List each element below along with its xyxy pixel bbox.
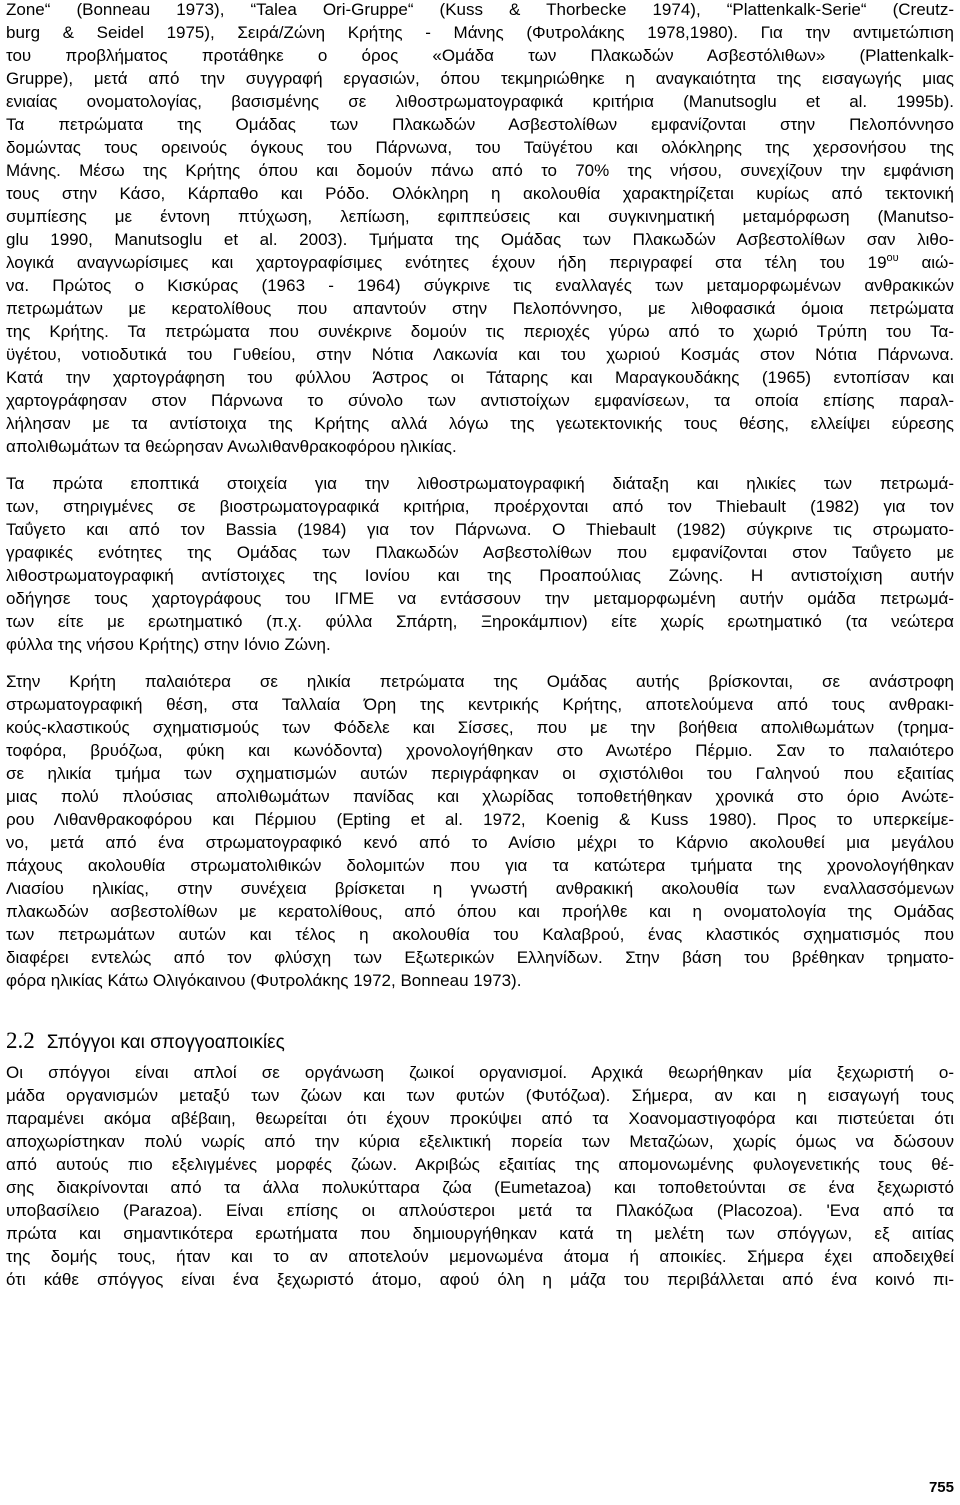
text-line: ρου Λιθανθρακοφόρου και Πέρμιου (Epting et al. 1972, Koenig & Kuss 1980). Προς το υπερκείμε- <box>6 810 954 829</box>
text-line: Zone“ (Bonneau 1973), “Talea Ori-Gruppe“ (Kuss & Thorbecke 1974), “Plattenkalk-Serie“ (Creutz- <box>6 0 954 19</box>
text-line: Στην Κρήτη παλαιότερα σε ηλικία πετρώματα της Ομάδας αυτής βρίσκονται, σε ανάστροφη <box>6 672 954 691</box>
text-line: μιας πολύ πλούσιας απολιθωμάτων πανίδας και χλωρίδας τοποθετήθηκαν χρονικά στο όριο Ανώτε- <box>6 787 954 806</box>
text-line: της Κρήτης. Τα πετρώματα που συνέκρινε δομούν τις περιοχές γύρω από το χωριό Τρύπη του Τα- <box>6 322 954 341</box>
text-line: ενιαίας ονοματολογίας, βασισμένης σε λιθοστρωματογραφικά κριτήρια (Manutsoglu et al. 1995b). <box>6 92 954 111</box>
text-line: να. Πρώτος ο Κισκύρας (1963 - 1964) σύγκρινε τις εναλλαγές των μεταμορφωμένων ανθρακικών <box>6 276 954 295</box>
text-line: πετρωμάτων με κερατολίθους που απαντούν στην Πελοπόννησο, με λιθοφασικά όμοια πετρώματα <box>6 299 954 318</box>
text-line: burg & Seidel 1975), Σειρά/Ζώνη Κρήτης - Μάνης (Φυτρολάκης 1978,1980). Για την αντιμετώπιση <box>6 23 954 42</box>
text-line: φόρα ηλικίας Κάτω Ολιγόκαινου (Φυτρολάκης 1972, Bonneau 1973). <box>6 971 522 990</box>
text-line: σης διακρίνονται από τα άλλα πολυκύτταρα ζώα (Eumetazoa) και τοποθετούνται σε ένα ξεχωριστό <box>6 1178 954 1197</box>
text-line: μάδα οργανισμών μεταξύ των ζώων και των φυτών (Φυτόζωα). Σήμερα, αν και η εισαγωγή τους <box>6 1086 954 1105</box>
text-run: αιώ- <box>898 253 954 272</box>
text-line: των, στηριγμένες σε βιοστρωματογραφικά κριτήρια, προέρχονται από τον Thiebault (1982) για τον <box>6 497 954 516</box>
text-line: του προβλήματος προτάθηκε ο όρος «Ομάδα των Πλακωδών Ασβεστόλιθων» (Plattenkalk- <box>6 46 954 65</box>
text-line: γραφικές ενότητες της Ομάδας των Πλακωδών Ασβεστολίθων που εμφανίζονται στον Ταΰγετο με <box>6 543 954 562</box>
text-line: νο, μετά από ένα στρωματογραφικό κενό από το Ανίσιο μέχρι το Κάρνιο ακολουθεί μια μεγάλου <box>6 833 954 852</box>
text-line: πλακωδών ασβεστολίθων με κερατολίθους, από όπου και προήλθε και η ονοματολογία της Ομάδας <box>6 902 954 921</box>
text-line: σε ηλικία τμήμα των σχηματισμών αυτών περιγράφηκαν οι σχιστόλιθοι του Γαληνού που εξαιτίας <box>6 764 954 783</box>
text-line: κούς-κλαστικούς σχηματισμούς των Φόδελε και Σίσσες, που με την βοήθεια απολιθωμάτων (τρημα- <box>6 718 954 737</box>
text-line: των είτε με ερωτηματικό (π.χ. φύλλα Σπάρτη, Ξηροκάμπιον) είτε χωρίς ερωτηματικό (τα νεώτερα <box>6 612 954 631</box>
text-line: απολιθωμάτων τα θεώρησαν Ανωλιθανθρακοφόρου ηλικίας. <box>6 437 457 456</box>
text-line: παραμένει ακόμα αβέβαιη, θεωρείται ότι έχουν προκύψει από τα Χοανομαστιγοφόρα και πιστεύεται ότι <box>6 1109 954 1128</box>
text-run: λογικά αναγνωρίσιμες και χαρτογραφίσιμες ενότητες έχουν ήδη περιγραφεί στα τέλη του 19 <box>6 253 887 272</box>
text-line: από αυτούς πιο εξελιγμένες μορφές ζώων. Ακριβώς εξαιτίας της απομονωμένης φυλογενετικής τους θέ- <box>6 1155 954 1174</box>
text-line: πρώτα και σημαντικότερα ερωτήματα που δημιουργήθηκαν κατά τη μελέτη των σπόγγων, εξ αιτίας <box>6 1224 954 1243</box>
text-line: Οι σπόγγοι είναι απλοί σε οργάνωση ζωικοί οργανισμοί. Αρχικά θεωρήθηκαν μία ξεχωριστή ο- <box>6 1063 954 1082</box>
section-heading <box>6 1028 285 1054</box>
superscript-ordinal: ου <box>886 252 899 264</box>
text-line <box>6 253 954 273</box>
text-line: ϋγέτου, νοτιοδυτικά του Γυθείου, στην Νότια Λακωνία και του χωριού Κοσμάς στον Νότια Πάρνωνα. <box>6 345 954 364</box>
text-line: τοφόρα, βρυόζωα, φύκη και κωνόδοντα) χρονολογήθηκαν στο Ανωτέρο Πέρμιο. Σαν το παλαιότερο <box>6 741 954 760</box>
text-line: Κατά την χαρτογράφηση του φύλλου Άστρος οι Τάταρης και Μαραγκουδάκης (1965) εντοπίσαν και <box>6 368 954 387</box>
text-line: χαρτογράφησαν στον Πάρνωνα το σύνολο των αντιστοίχων εμφανίσεων, τα οποία επίσης παραλ- <box>6 391 954 410</box>
text-line: δομώντας τους ορεινούς όγκους του Πάρνωνα, του Ταϋγέτου και ολόκληρης της χερσονήσου της <box>6 138 954 157</box>
text-line: Gruppe), μετά από την συγγραφή εργασιών, όπου τεκμηριώθηκε η αναγκαιότητα της εισαγωγής μιας <box>6 69 954 88</box>
section-title: Σπόγγοι και σπογγοαποικίες <box>46 1032 285 1053</box>
text-line: Τα πρώτα εποπτικά στοιχεία για την λιθοστρωματογραφική διάταξη και ηλικίες των πετρωμά- <box>6 474 954 493</box>
text-line: διαφέρει εντελώς από τον φλύσχη των Εξωτερικών Ελληνίδων. Στην βάση του βρέθηκαν τρηματο- <box>6 948 954 967</box>
text-line: υποβασίλειο (Parazoa). Είναι επίσης οι απλούστεροι μετά τα Πλακόζωα (Placozoa). 'Ενα από τα <box>6 1201 954 1220</box>
text-line: συμπίεσης με έντονη πτύχωση, λεπίωση, εφιππεύσεις και συγκινηματική μεταμόρφωση (Manutso- <box>6 207 954 226</box>
text-line: τους στην Κάσο, Κάρπαθο και Ρόδο. Ολόκληρη η ακολουθία χαρακτηρίζεται κυρίως από τεκτονική <box>6 184 954 203</box>
text-line: Ταΰγετο και από τον Bassia (1984) για τον Πάρνωνα. Ο Thiebault (1982) σύγκρινε τις στρωματο- <box>6 520 954 539</box>
text-line: λιθοστρωματογραφική αντίστοιχες της Ιονίου και της Προαπούλιας Ζώνης. Η αντιστοίχιση αυτήν <box>6 566 954 585</box>
text-line: Λιασίου ηλικίας, στην συνέχεια βρίσκεται η γνωστή ανθρακική ακολουθία των εναλλασσόμενων <box>6 879 954 898</box>
text-line: αποχωρίστηκαν πολύ νωρίς από την κύρια εξελικτική πορεία των Μεταζώων, χωρίς όμως να δώσουν <box>6 1132 954 1151</box>
text-line: glu 1990, Manutsoglu et al. 2003). Τμήματα της Ομάδας των Πλακωδών Ασβεστολίθων σαν λιθο- <box>6 230 954 249</box>
text-line: φύλλα της νήσου Κρήτης) στην Ιόνιο Ζώνη. <box>6 635 331 654</box>
text-line: Μάνης. Μέσω της Κρήτης όπου και δομούν πάνω από το 70% της νήσου, συνεχίζουν την εμφάνιση <box>6 161 954 180</box>
page-number: 755 <box>928 1479 954 1496</box>
text-line: Τα πετρώματα της Ομάδας των Πλακωδών Ασβεστολίθων εμφανίζονται στην Πελοπόννησο <box>6 115 954 134</box>
text-line: ότι κάθε σπόγγος είναι ένα ξεχωριστό άτομο, αφού όλη η μάζα του περιβάλλεται από ένα κοινό πι- <box>6 1270 954 1289</box>
section-number: 2.2 <box>6 1028 35 1053</box>
text-line: λήλησαν με τα αντίστοιχα της Κρήτης αλλά λόγω της γεωτεκτονικής τους θέσης, ελλείψει εύρεσης <box>6 414 954 433</box>
text-line: της δομής τους, ήταν και το αν αποτελούν μεμονωμένα άτομα ή αποικίες. Σήμερα έχει αποδειχθεί <box>6 1247 954 1266</box>
text-line: στρωματογραφική θέση, στα Ταλλαία Όρη της κεντρικής Κρήτης, αποτελούμενα από τους ανθρακι- <box>6 695 954 714</box>
text-line: των πετρωμάτων αυτών και τέλος η ακολουθία του Καλαβρού, ένας κλαστικός σχηματισμός που <box>6 925 954 944</box>
text-line: πάχους ακολουθία στρωματολιθικών δολομιτών που για τα κατώτερα τμήματα της χρονολογήθηκαν <box>6 856 954 875</box>
text-line: οδήγησε τους χαρτογράφους του ΙΓΜΕ να εντάσσουν την μεταμορφωμένη αυτήν ομάδα πετρωμά- <box>6 589 954 608</box>
